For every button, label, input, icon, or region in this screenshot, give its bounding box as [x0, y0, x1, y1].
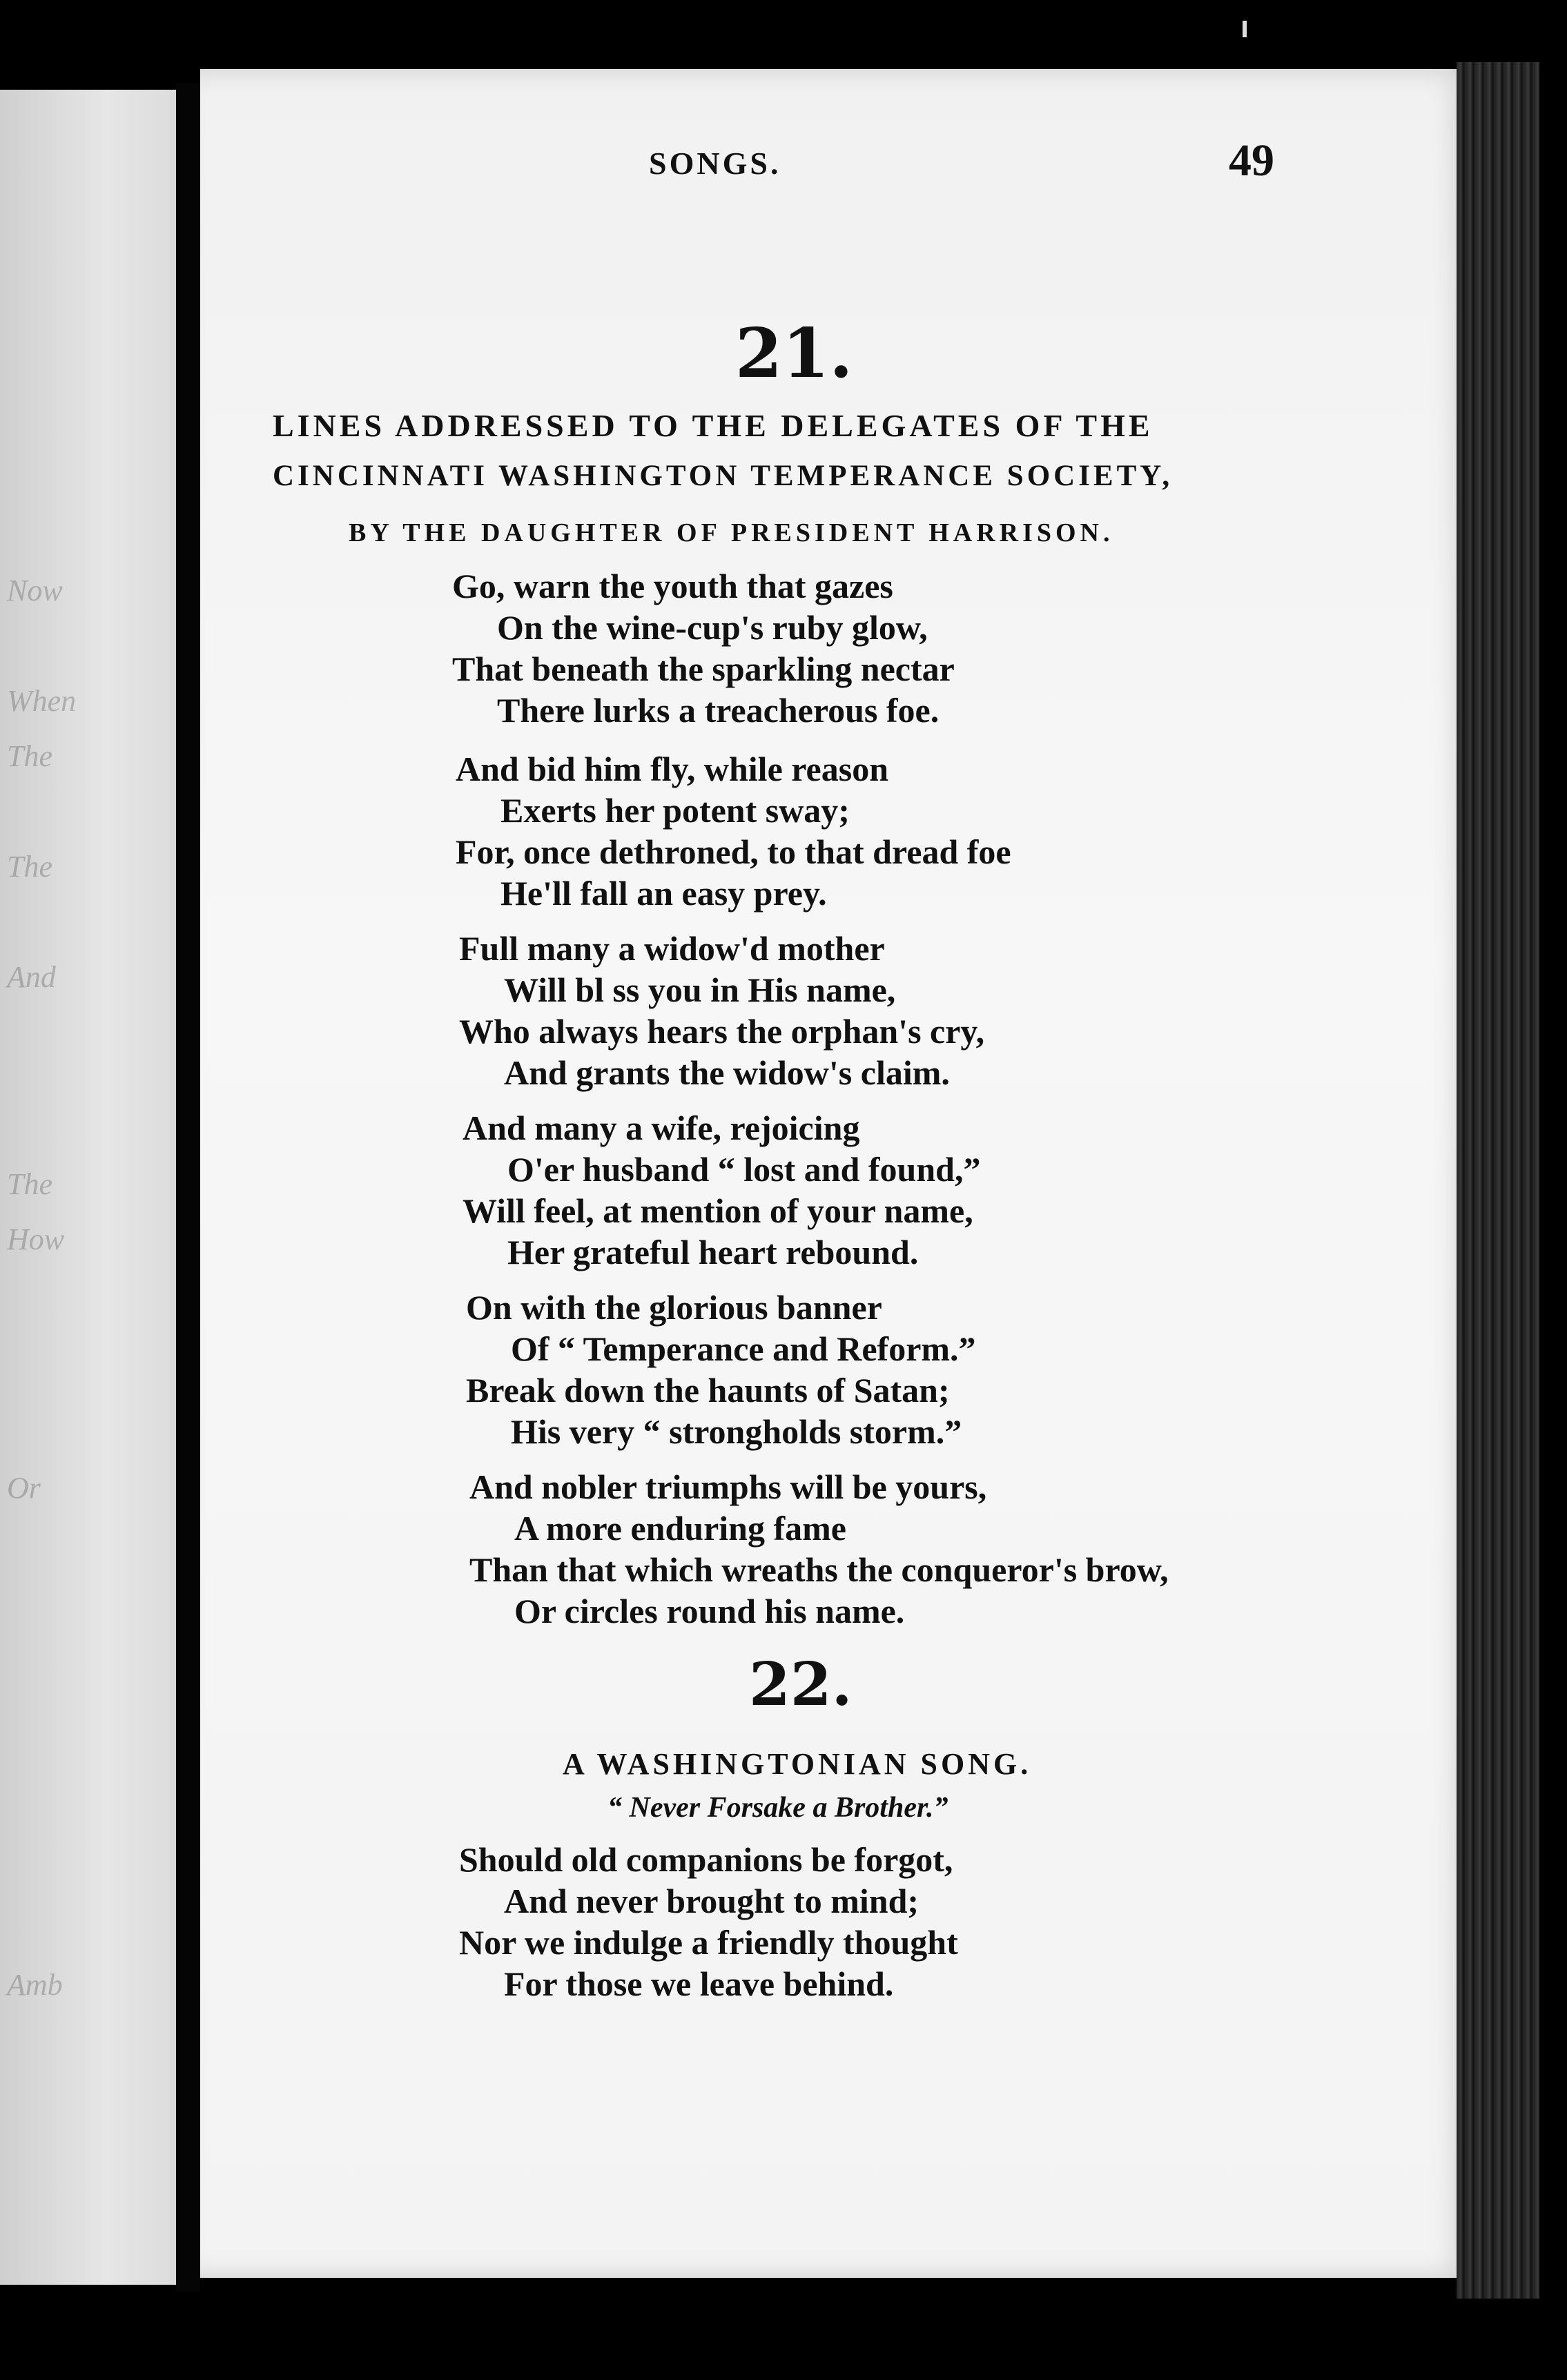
verse-line: There lurks a treacherous foe. — [497, 691, 940, 730]
verse-line: And grants the widow's claim. — [504, 1053, 950, 1092]
verse-line: Should old companions be forgot, — [459, 1840, 953, 1879]
verse-line: Than that which wreaths the conqueror's brow, — [469, 1550, 1169, 1589]
bleed-through-text: The — [7, 739, 52, 773]
bleed-through-text: Amb — [7, 1968, 63, 2002]
page-edges — [1457, 62, 1539, 2299]
song-subtitle: “ Never Forsake a Brother.” — [607, 1792, 948, 1824]
verse-line: Of “ Temperance and Reform.” — [511, 1329, 976, 1368]
song-title: A WASHINGTONIAN SONG. — [563, 1747, 1032, 1781]
bleed-through-text: And — [7, 960, 56, 994]
verse-line: That beneath the sparkling nectar — [452, 650, 955, 688]
verse-line: Who always hears the orphan's cry, — [459, 1012, 985, 1051]
bleed-through-text: The — [7, 850, 52, 884]
verse-line: Go, warn the youth that gazes — [452, 567, 893, 605]
verse-line: His very “ strongholds storm.” — [511, 1412, 962, 1451]
bleed-through-text: How — [7, 1222, 65, 1256]
verse-line: And nobler triumphs will be yours, — [469, 1467, 987, 1506]
verse-line: For those we leave behind. — [504, 1964, 894, 2003]
bleed-through-text: The — [7, 1167, 52, 1201]
verse-line: Full many a widow'd mother — [459, 929, 885, 968]
verse-line: On the wine-cup's ruby glow, — [497, 608, 928, 647]
bleed-through-text: When — [7, 684, 77, 718]
verse-line: A more enduring fame — [514, 1509, 846, 1548]
song-number: 22. — [749, 1650, 853, 1719]
bleed-through-text: Or — [7, 1471, 41, 1505]
verse-line: He'll fall an easy prey. — [500, 874, 827, 913]
verse-line: On with the glorious banner — [466, 1288, 882, 1327]
verse-line: And bid him fly, while reason — [456, 750, 889, 788]
verse-line: Her grateful heart rebound. — [507, 1233, 919, 1271]
verse-line: Exerts her potent sway; — [500, 791, 850, 830]
verse-line: Or circles round his name. — [514, 1592, 905, 1630]
book-gutter — [176, 83, 200, 2292]
verse-line: Will feel, at mention of your name, — [463, 1191, 973, 1230]
verse-line: Will bl ss you in His name, — [504, 970, 896, 1009]
song-number: 21. — [735, 314, 853, 393]
running-head: SONGS. — [649, 146, 781, 181]
verse-line: Break down the haunts of Satan; — [466, 1371, 950, 1410]
song-byline: BY THE DAUGHTER OF PRESIDENT HARRISON. — [349, 518, 1114, 547]
verse-line: And many a wife, rejoicing — [463, 1109, 860, 1147]
book-page — [200, 69, 1477, 2278]
page-number: 49 — [1229, 135, 1274, 186]
facing-page — [0, 90, 176, 2285]
verse-line: Nor we indulge a friendly thought — [459, 1923, 958, 1962]
song-title-line: CINCINNATI WASHINGTON TEMPERANCE SOCIETY, — [273, 460, 1174, 492]
bleed-through-text: Now — [7, 574, 63, 607]
verse-line: For, once dethroned, to that dread foe — [456, 832, 1011, 871]
scan-mark — [1243, 21, 1247, 37]
verse-line: And never brought to mind; — [504, 1882, 919, 1920]
song-title-line: LINES ADDRESSED TO THE DELEGATES OF THE — [273, 408, 1154, 443]
verse-line: O'er husband “ lost and found,” — [507, 1150, 981, 1189]
